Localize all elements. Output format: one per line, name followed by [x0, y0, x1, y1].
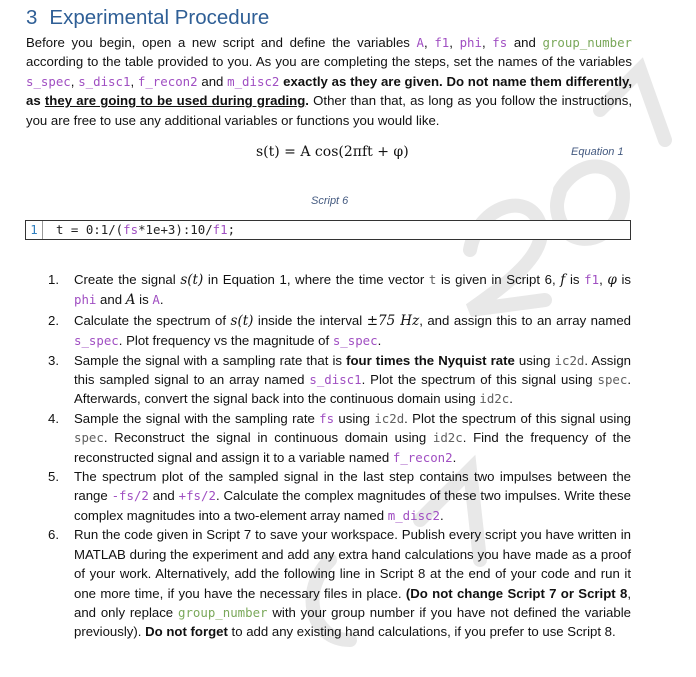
intro-text: ,: [481, 35, 493, 50]
step-text: . Afterwards, convert the signal back into the continuous domain using: [74, 372, 631, 407]
step-text: , and only replace: [74, 585, 631, 620]
step-bold-text: four times the Nyquist rate: [346, 352, 515, 368]
code-var-fs: fs: [319, 410, 335, 426]
section-number: 3: [26, 6, 38, 29]
list-item: [48, 409, 631, 467]
code-func-id2c: id2c: [432, 430, 463, 446]
procedure-steps: [48, 270, 631, 642]
var-fs: fs: [492, 35, 508, 50]
code-func-ic2d: ic2d: [374, 410, 405, 426]
code-text: *1e+3):10/: [138, 222, 213, 237]
math-expression: s(t): [230, 312, 254, 329]
list-item: [48, 351, 631, 409]
step-number: 4.: [48, 410, 59, 426]
step-text: .: [509, 391, 513, 407]
step-text: .: [452, 449, 457, 465]
code-line-number: 1: [26, 221, 43, 239]
section-heading: [26, 6, 269, 30]
step-text: is: [135, 292, 153, 308]
step-text: . Calculate the complex magnitudes of these two impulses. Write these complex magnitudes into a two-element array named: [74, 488, 631, 523]
script-caption: Script 6: [311, 195, 349, 207]
list-item: [48, 467, 631, 525]
math-expression: f: [560, 272, 566, 288]
equation-block: [0, 144, 696, 164]
intro-text: ,: [424, 35, 435, 50]
step-number: 2.: [48, 312, 59, 328]
intro-paragraph: [26, 33, 632, 130]
code-text: ;: [227, 222, 236, 237]
list-item: [48, 270, 631, 311]
var-m-disc2: m_disc2: [227, 73, 280, 89]
math-expression: s(t): [180, 272, 204, 288]
code-var-m-disc2: m_disc2: [387, 507, 440, 523]
step-text: . Assign this sampled signal to an array named: [74, 352, 631, 388]
code-var-f1: f1: [212, 222, 228, 237]
step-text: Create the signal: [74, 272, 181, 287]
math-expression: ±75 Hz: [366, 312, 420, 329]
step-number: 1.: [48, 272, 59, 287]
step-number: 3.: [48, 352, 59, 368]
step-text: .: [377, 333, 382, 349]
step-text: Calculate the spectrum of: [74, 312, 231, 328]
step-text: . Plot frequency vs the magnitude of: [118, 333, 333, 349]
step-text: . Find the frequency of the reconstructed signal and assign it to a variable named: [74, 430, 631, 465]
step-text: with your group number if you have not defined the variable previously).: [74, 604, 631, 640]
step-text: .: [439, 507, 444, 523]
step-text: . Reconstruct the signal in continuous domain using: [103, 430, 433, 446]
code-var-f1: f1: [584, 272, 600, 287]
step-bold-text: (Do not change Script 7 or Script 8: [405, 585, 628, 601]
var-s-disc1: s_disc1: [78, 73, 131, 89]
intro-bold-text: exactly as they are given. Do not name them differently, as: [26, 73, 633, 109]
code-range-high: +fs/2: [178, 488, 216, 504]
step-text: , and assign this to an array named: [419, 312, 631, 328]
step-text: The spectrum plot of the sampled signal in the last step contains two impulses between the range: [74, 469, 631, 504]
intro-text: ,: [70, 73, 79, 89]
var-A: A: [416, 35, 425, 50]
section-title: Experimental Procedure: [49, 6, 270, 29]
var-s-spec: s_spec: [26, 73, 71, 89]
code-func-spec: spec: [74, 430, 104, 446]
step-text: .: [159, 292, 164, 308]
step-bold-text: Do not forget: [145, 624, 228, 640]
code-var-s-spec: s_spec: [74, 333, 119, 349]
intro-text: and: [197, 73, 228, 89]
intro-underlined-text: they are going to be used during grading: [44, 93, 306, 109]
step-text: is: [616, 272, 632, 287]
step-text: Run the code given in Script 7 to save your workspace. Publish every script you have written in MATLAB during the experiment and add any extra hand calculations you have made as a proof of your work. Alternatively, add the following line in Script 8 at the end of your code and run it one more time, if you have the necessary files in place.: [74, 527, 631, 601]
step-text: Sample the signal with the sampling rate: [74, 410, 320, 426]
step-text: . Plot the spectrum of this signal using: [361, 372, 598, 388]
step-number: 6.: [48, 527, 59, 543]
step-text: and: [96, 292, 126, 308]
step-number: 5.: [48, 469, 59, 485]
step-text: to add any existing hand calculations, if you prefer to use Script 8.: [227, 624, 616, 640]
code-func-ic2d: ic2d: [554, 352, 585, 368]
list-item: [48, 525, 631, 641]
code-var-phi: phi: [74, 292, 97, 308]
var-f1: f1: [434, 35, 450, 50]
intro-text: Other than that, as long as you follow the instructions, you are free to use any additional variables or functions you would like.: [26, 93, 632, 128]
code-var-t: t: [428, 272, 437, 287]
step-text: in Equation 1, where the time vector: [203, 272, 429, 287]
math-expression: A: [125, 292, 136, 309]
intro-bold-text: .: [305, 93, 309, 109]
intro-text: ,: [449, 35, 460, 50]
code-var-A: A: [152, 292, 160, 308]
step-text: ,: [599, 272, 608, 287]
code-var-f-recon2: f_recon2: [392, 449, 453, 465]
math-expression: φ: [607, 272, 617, 288]
intro-text: according to the table provided to you. As you are completing the steps, set the names of the variables: [26, 54, 632, 70]
code-var-s-disc1: s_disc1: [309, 372, 362, 388]
equation-label: Equation 1: [571, 146, 624, 158]
var-phi: phi: [459, 35, 482, 50]
step-text: is given in Script 6,: [436, 272, 561, 287]
step-text: using: [334, 410, 375, 426]
list-item: [48, 311, 631, 351]
equation-expression: s(t) = A cos(2πft + φ): [256, 144, 409, 160]
step-text: and: [148, 488, 179, 504]
intro-text: Before you begin, open a new script and define the variables: [26, 35, 417, 50]
step-text: Sample the signal with a sampling rate that is: [74, 352, 347, 368]
step-text: inside the interval: [253, 312, 367, 328]
step-text: . Plot the spectrum of this signal using: [404, 410, 631, 426]
var-f-recon2: f_recon2: [137, 73, 198, 89]
code-func-id2c: id2c: [479, 391, 510, 407]
code-var-fs: fs: [123, 222, 139, 237]
code-listing: [25, 220, 631, 240]
code-var-s-spec: s_spec: [332, 333, 378, 349]
var-group-number: group_number: [542, 35, 633, 50]
code-var-group-number: group_number: [178, 604, 268, 620]
intro-text: ,: [130, 73, 138, 89]
code-range-low: -fs/2: [111, 488, 149, 504]
code-text: t = 0:1/(: [56, 222, 124, 237]
step-text: is: [565, 272, 585, 287]
step-text: using: [514, 352, 555, 368]
intro-text: and: [507, 35, 543, 50]
code-func-spec: spec: [597, 372, 628, 388]
code-line: [56, 221, 235, 239]
